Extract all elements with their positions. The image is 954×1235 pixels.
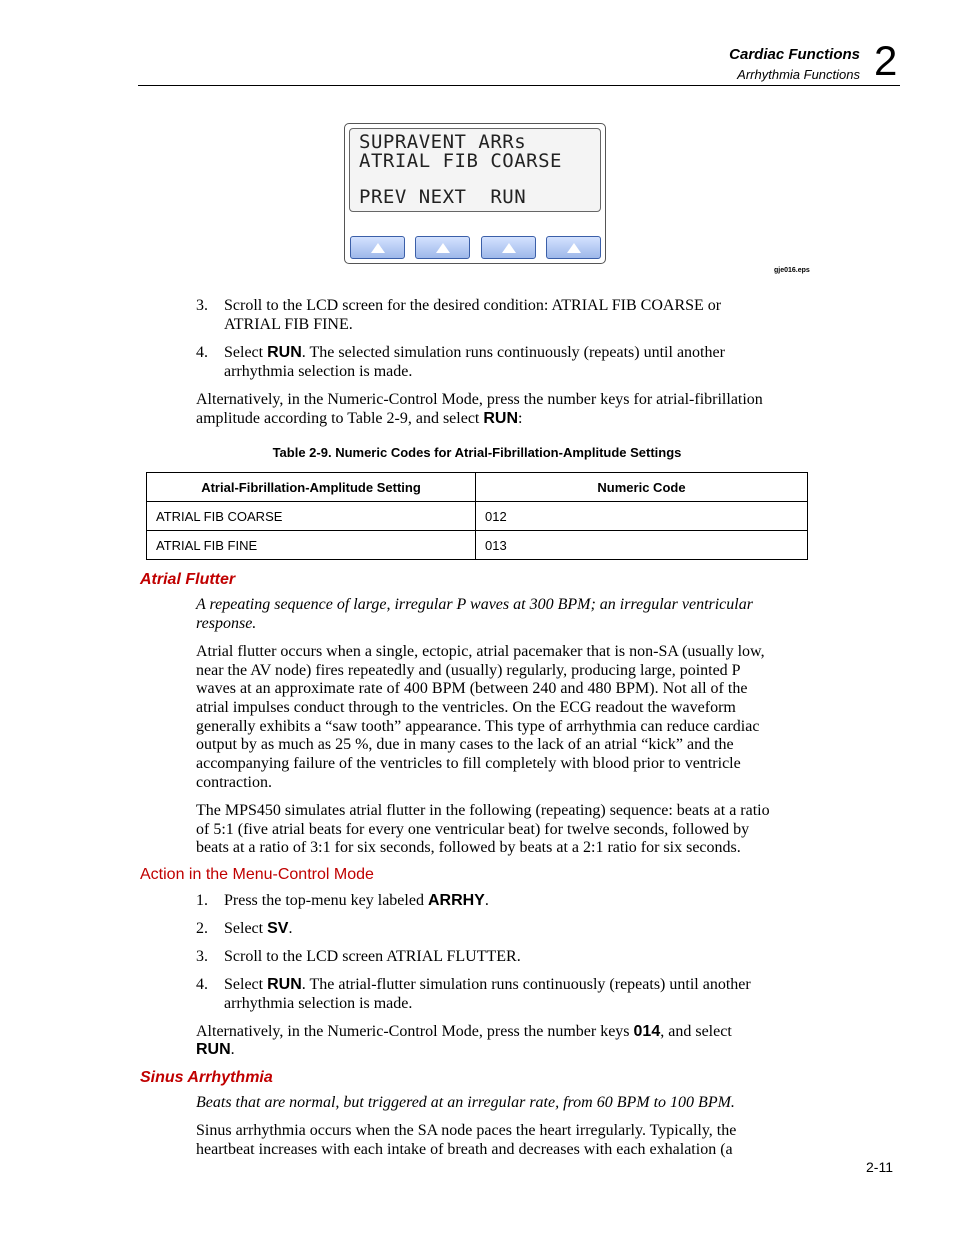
key-label: 014	[633, 1023, 661, 1040]
step-text: Scroll to the LCD screen ATRIAL FLUTTER.	[224, 948, 521, 965]
table-cell: 012	[476, 502, 808, 531]
table-row	[147, 502, 808, 531]
step-text	[224, 919, 292, 938]
paragraph-line: near the AV node) fires repeatedly and (usually) regularly, producing large, pointed P	[196, 662, 741, 679]
paragraph-line: contraction.	[196, 774, 272, 791]
key-label: ARRHY	[427, 892, 485, 909]
paragraph-line: beats at a ratio of 3:1 for six seconds, followed by beats at a 2:1 ratio for six seconds.	[196, 839, 741, 856]
table-header-row	[147, 473, 808, 502]
table-cell: ATRIAL FIB COARSE	[147, 502, 476, 531]
step-text-part: Press the top-menu key labeled	[224, 892, 428, 909]
step-text: Scroll to the LCD screen for the desired condition: ATRIAL FIB COARSE or	[224, 297, 722, 314]
paragraph-line: output by as much as 25 %, due in many cases to the lack of an atrial “kick” and the	[196, 736, 734, 753]
paragraph-line: atrial impulses conduct through to the ventricles. On the ECG readout the waveform	[196, 699, 736, 716]
step-number: 3.	[196, 948, 208, 965]
page-number: 2-11	[866, 1159, 893, 1175]
softkey-1-button	[350, 236, 405, 259]
paragraph-line: generally exhibits a “saw tooth” appearance. This type of arrhythmia can reduce cardiac	[196, 718, 760, 735]
softkey-2-button	[415, 236, 470, 259]
key-label: RUN	[267, 976, 302, 993]
step-number: 2.	[196, 920, 208, 937]
lcd-line-2: ATRIAL FIB COARSE	[359, 150, 562, 172]
text-part: :	[518, 410, 523, 427]
chapter-title: Cardiac Functions	[729, 46, 860, 63]
summary-line: response.	[196, 615, 257, 632]
step-text-part: .	[484, 892, 489, 909]
step-text	[224, 343, 725, 362]
key-label: RUN	[483, 410, 519, 427]
step-text: arrhythmia selection is made.	[224, 995, 413, 1012]
paragraph-line: waves at an approximate rate of 400 BPM (between 240 and 480 BPM). Not all of the	[196, 680, 748, 697]
up-arrow-icon	[436, 243, 450, 253]
step-number: 1.	[196, 892, 208, 909]
text-part: , and select	[660, 1023, 732, 1040]
table-cell: 013	[476, 531, 808, 560]
paragraph-line: Sinus arrhythmia occurs when the SA node paces the heart irregularly. Typically, the	[196, 1122, 737, 1139]
softkey-3-button	[481, 236, 536, 259]
table-header-cell: Numeric Code	[476, 473, 808, 502]
table-caption: Table 2-9. Numeric Codes for Atrial-Fibrillation-Amplitude Settings	[272, 445, 682, 460]
step-text	[224, 975, 751, 994]
paragraph-line	[196, 1040, 235, 1059]
numeric-codes-table	[146, 472, 808, 560]
step-text-part: . The selected simulation runs continuously (repeats) until another	[301, 344, 725, 361]
paragraph-line: of 5:1 (five atrial beats for every one ventricular beat) for twelve seconds, followed by	[196, 821, 750, 838]
step-text-part: Select	[224, 344, 268, 361]
key-label: RUN	[196, 1041, 231, 1058]
up-arrow-icon	[502, 243, 516, 253]
softkey-4-button	[546, 236, 601, 259]
text-part: amplitude according to Table 2-9, and select	[196, 410, 484, 427]
chapter-number: 2	[874, 37, 898, 84]
text-part: .	[230, 1041, 235, 1058]
subsection-heading: Action in the Menu-Control Mode	[140, 866, 374, 883]
step-text-part: Select	[224, 976, 268, 993]
text-part: Alternatively, in the Numeric-Control Mode, press the number keys	[196, 1023, 634, 1040]
lcd-line-3: PREV NEXT RUN	[359, 186, 527, 208]
step-number: 4.	[196, 976, 208, 993]
paragraph-line	[196, 1022, 732, 1041]
summary-line: Beats that are normal, but triggered at an irregular rate, from 60 BPM to 100 BPM.	[196, 1094, 735, 1111]
figure-id: gje016.eps	[774, 267, 810, 274]
step-number: 3.	[196, 297, 208, 314]
step-text-part: . The atrial-flutter simulation runs continuously (repeats) until another	[301, 976, 751, 993]
table-row	[147, 531, 808, 560]
key-label: RUN	[267, 344, 302, 361]
summary-line: A repeating sequence of large, irregular P waves at 300 BPM; an irregular ventricular	[196, 596, 753, 613]
step-text: ATRIAL FIB FINE.	[224, 316, 353, 333]
step-text: arrhythmia selection is made.	[224, 363, 413, 380]
step-text-part: .	[288, 920, 293, 937]
paragraph-line	[196, 409, 523, 428]
paragraph-line: Alternatively, in the Numeric-Control Mode, press the number keys for atrial-fibrillation	[196, 391, 763, 408]
section-title: Arrhythmia Functions	[737, 67, 860, 82]
step-number: 4.	[196, 344, 208, 361]
section-heading: Sinus Arrhythmia	[140, 1069, 273, 1086]
paragraph-line: Atrial flutter occurs when a single, ectopic, atrial pacemaker that is non-SA (usually low,	[196, 643, 765, 660]
up-arrow-icon	[371, 243, 385, 253]
paragraph-line: accompanying failure of the ventricles to fill completely with blood prior to ventricle	[196, 755, 741, 772]
header-rule	[138, 85, 900, 86]
paragraph-line: The MPS450 simulates atrial flutter in the following (repeating) sequence: beats at a ratio	[196, 802, 770, 819]
table-header-cell: Atrial-Fibrillation-Amplitude Setting	[147, 473, 476, 502]
key-label: SV	[267, 920, 289, 937]
step-text	[224, 891, 489, 910]
step-text-part: Select	[224, 920, 268, 937]
lcd-line-1: SUPRAVENT ARRs	[359, 131, 527, 153]
paragraph-line: heartbeat increases with each intake of breath and decreases with each exhalation (a	[196, 1141, 733, 1158]
table-cell: ATRIAL FIB FINE	[147, 531, 476, 560]
section-heading: Atrial Flutter	[140, 571, 236, 588]
up-arrow-icon	[567, 243, 581, 253]
